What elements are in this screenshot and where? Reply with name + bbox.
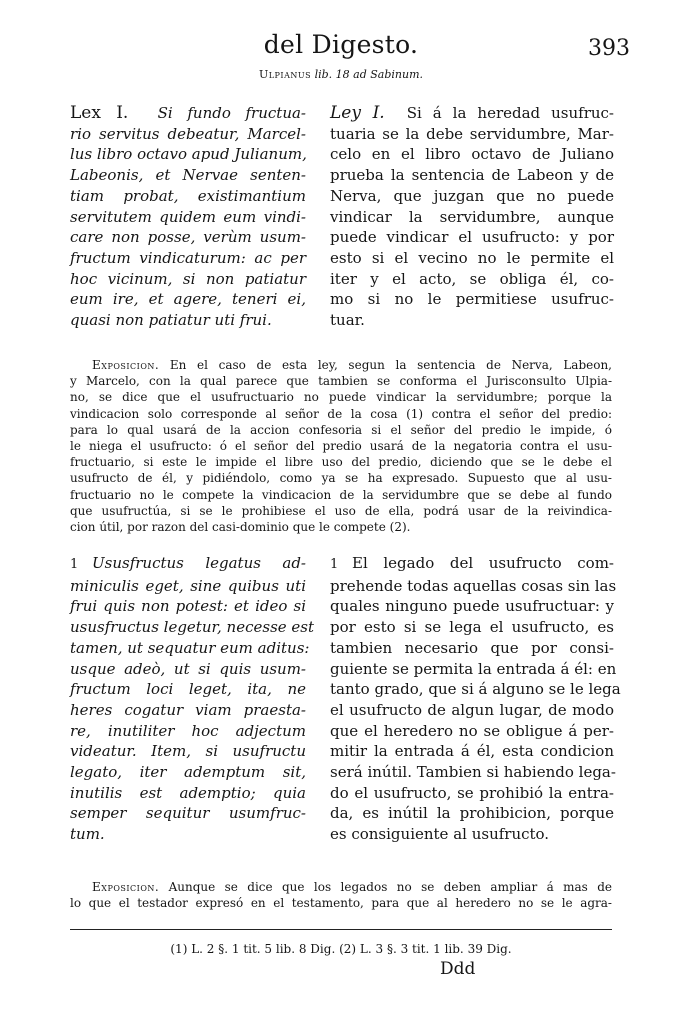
spanish-line: quales ninguno puede usufructuar: y [330,597,614,616]
latin-line: tamen, ut sequatur eum aditus: [70,638,310,657]
spanish-line: prueba la sentencia de Labeon y de [330,166,614,185]
exposicion-label: Exposicion. [92,358,160,372]
exposicion-commentary [70,879,612,911]
lex1-spanish-column [330,103,614,331]
latin-line: heres cogatur viam praesta- [70,700,306,719]
section-number: 1 [330,557,339,572]
spanish-line: puede vindicar el usufructo: y por [330,228,614,247]
latin-line: care non posse, verùm usum- [70,228,306,247]
spanish-line: tuaria se la debe servidumbre, Mar- [330,124,614,143]
latin-line: frui quis non potest: et ideo si [70,597,306,616]
spanish-line: vindicar la servidumbre, aunque [330,207,614,226]
spanish-line: mitir la entrada á él, esta condicion [330,742,614,761]
footnotes: (1) L. 2 §. 1 tit. 5 lib. 8 Dig. (2) L. 3 §. 3 tit. 1 lib. 39 Dig. [170,942,512,956]
latin-line: Labeonis, et Nervae senten- [70,166,306,185]
spanish-line: será inútil. Tambien si habiendo lega- [330,763,616,782]
spanish-line: tambien necesario que por consi- [330,638,614,657]
page-number: 393 [588,36,630,61]
spanish-line: Ley I. Si á la heredad usufruc- [330,103,614,123]
commentary-line: cion útil, por razon del casi-dominio que le compete (2). [70,520,411,535]
commentary-line: lo que el testador expresó en el testamento, para que al heredero no se le agra- [70,896,612,911]
spanish-line: tuar. [330,311,365,330]
latin-line: tiam probat, existimantium [70,186,306,205]
commentary-line: que usufructúa, si se le prohibiese el uso de ella, podrá usar de la reivindica- [70,503,612,518]
commentary-line: y Marcelo, con la qual parece que tambien se conforma el Jurisconsulto Ulpia- [70,374,612,389]
spanish-line: iter y el acto, se obliga él, co- [330,269,614,288]
latin-line: 1 Ususfructus legatus ad- [70,553,306,576]
latin-line: hoc vicinum, si non patiatur [70,269,306,288]
latin-line: inutilis est ademptio; quia [70,783,306,802]
commentary-line: Exposicion. En el caso de esta ley, segun la sentencia de Nerva, Labeon, [92,358,612,372]
spanish-line: celo en el libro octavo de Juliano [330,145,614,164]
latin-line: quasi non patiatur uti frui. [70,311,272,330]
source-reference: lib. 18 ad Sabinum. [314,68,424,81]
commentary-line: fructuario no le compete la vindicacion de la servidumbre que se debe al fundo [70,487,612,502]
latin-line: ususfructus legetur, necesse est [70,618,315,637]
commentary-line: le niega el usufructo: ó el señor del predio usará de la negatoria contra el usu- [70,439,612,454]
commentary-line: para lo qual usará de la accion confesoria si el señor del predio le impide, ó [70,422,612,437]
commentary-line: fructuario, si este le impide el libre uso del predio, diciendo que se le debe el [70,455,612,470]
latin-line: re, inutiliter hoc adjectum [70,721,306,740]
spanish-line: que el heredero no se obligue á per- [330,721,614,740]
latin-line: usque adeò, ut si quis usum- [70,659,306,678]
spanish-line: mo si no le permitiese usufruc- [330,290,614,309]
spanish-line: es consiguiente al usufructo. [330,825,550,844]
footnote-rule [70,929,612,930]
spanish-line: esto si el vecino no le permite el [330,248,614,267]
commentary-line: vindicacion solo corresponde al señor de la cosa (1) contra el señor del predio: [70,406,612,421]
latin-line: videatur. Item, si usufructu [70,742,306,761]
spanish-line: do el usufructo, se prohibió la entra- [330,783,614,802]
lex-label: Lex I. [70,103,129,123]
latin-line: fructum loci leget, ita, ne [70,680,306,699]
lex1-latin-column [70,103,306,331]
latin-line: Lex I. Si fundo fructua- [70,103,306,123]
spanish-line: Nerva, que juzgan que no puede [330,186,614,205]
spanish-line: 1 El legado del usufructo com- [330,553,614,576]
source-header [0,68,682,81]
latin-line: tum. [70,825,105,844]
latin-line: miniculis eget, sine quibus uti [70,576,306,595]
signature-mark: Ddd [440,959,476,979]
latin-line: servitutem quidem eum vindi- [70,207,306,226]
author-name: Ulpianus [258,68,312,81]
commentary-line: Exposicion. Aunque se dice que los legados no se deben ampliar á mas de [92,880,612,894]
spanish-line: da, es inútil la prohibicion, porque [330,804,614,823]
sec1-latin-column [70,553,315,845]
latin-line: legato, iter ademptum sit, [70,763,306,782]
commentary-line: no, se dice que el usufructuario no puede vindicar la servidumbre; porque la [70,390,612,405]
exposicion-label: Exposicion. [92,880,160,894]
spanish-line: el usufructo de algun lugar, de modo [330,700,614,719]
ley-label: Ley I. [330,103,385,123]
spanish-line: por esto si se lega el usufructo, es [330,618,614,637]
commentary-line: usufructo de él, y pidiéndolo, como ya se ha expresado. Supuesto que al usu- [70,471,612,486]
running-title: del Digesto. [263,30,419,59]
latin-line: eum ire, et agere, teneri ei, [70,290,306,309]
latin-line: lus libro octavo apud Julianum, [70,145,307,164]
spanish-line: guiente se permita la entrada á él: en [330,659,617,678]
spanish-line: tanto grado, que si á alguno se le lega [330,680,621,699]
exposicion-commentary [70,357,612,535]
section-number: 1 [70,557,79,572]
latin-line: fructum vindicaturum: ac per [70,248,306,267]
latin-line: rio servitus debeatur, Marcel- [70,124,306,143]
sec1-spanish-column [330,553,621,845]
spanish-line: prehende todas aquellas cosas sin las [330,576,617,595]
latin-line: semper sequitur usumfruc- [70,804,306,823]
